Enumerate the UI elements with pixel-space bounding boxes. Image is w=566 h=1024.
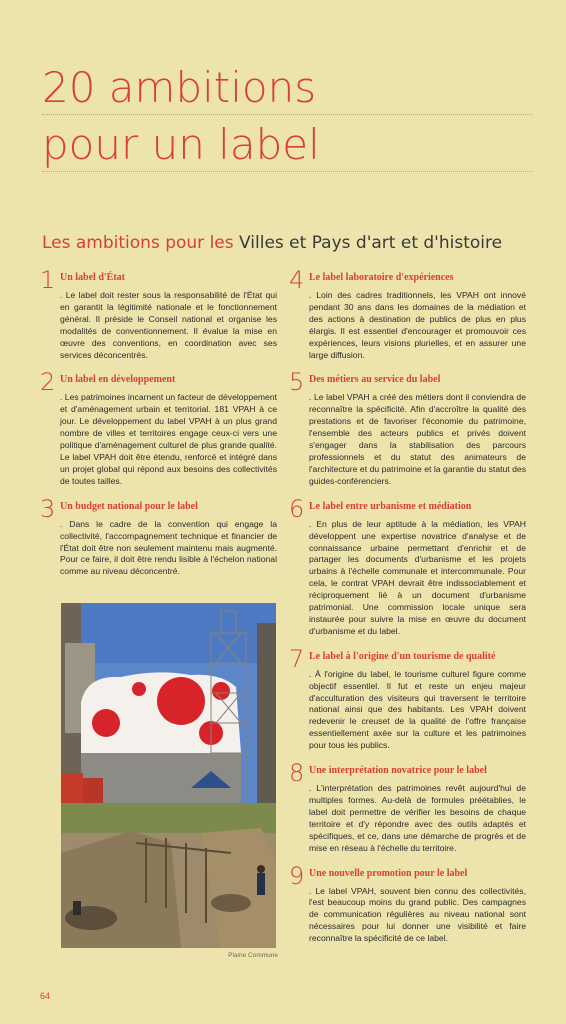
ambition-text: . L'interprétation des patrimoines revêt aujourd'hui de multiples formes. Au-delà de formules préétablies, le label doit permettre de vérifier les besoins de chaque territoire et d'y répondre avec des outils adaptés et spécifiques, et ce, dans une démarche de progrès et de mise en réseau à l'échelle du territoire. — [309, 783, 526, 853]
subtitle-prefix: Les ambitions pour les — [42, 233, 240, 253]
ambition-number: 1 — [40, 266, 56, 294]
ambition-text: . Loin des cadres traditionnels, les VPAH ont innové pendant 30 ans dans les domaines de la médiation et des actions à destination de publics de plus en plus élargis. Il est essentiel d'encourager et promouvoir ces expériences, leurs visions plurielles, et en assurer une large diffusion. — [309, 290, 526, 360]
ambition-text: . À l'origine du label, le tourisme culturel figure comme objectif essentiel. Il fut et reste un enjeu majeur d'acculturation des visiteurs qui traversent le territoire national ainsi que des habitants. Les VPAH doivent redevenir le creuset de la qualité de l'offre française essentiellement axée sur la culture et les patrimoines pour tous les publics. — [309, 668, 526, 751]
ambition-text: . Le label doit rester sous la responsabilité de l'État qui en garantit la légitimité nationale et le fonctionnement général. Il préside le Conseil national et organise les modalités de conventionnement. Il évalue la mise en œuvre des conventions, en coordination avec ses services déconcentrés. — [60, 290, 277, 360]
ambition-item-4 — [289, 266, 526, 361]
title-line-1: 20 ambitions — [42, 64, 532, 115]
ambition-item-5 — [289, 368, 526, 487]
ambition-item-6 — [289, 494, 526, 638]
page-number: 64 — [40, 991, 51, 1001]
site-photo — [61, 603, 276, 948]
right-column — [289, 266, 526, 958]
photo-illustration — [61, 603, 276, 948]
page-title — [42, 64, 532, 172]
ambition-title: Le label entre urbanisme et médiation — [309, 500, 472, 512]
ambition-text: . Les patrimoines incarnent un facteur de développement et d'aménagement urbain et territorial. 181 VPAH à ce jour. Le développement du label VPAH à un plus grand nombre de villes et territoires engage ceux-ci vers une politique d'aménagement culturel de plus grande qualité. Le label VPAH doit être étendu, renforcé et intégré dans un projet global qui répond aux besoins des collectivités de toutes tailles. — [60, 392, 277, 486]
ambition-number: 9 — [289, 861, 305, 890]
ambition-item-8 — [289, 759, 526, 854]
ambition-number: 6 — [289, 494, 305, 523]
ambition-title: Un budget national pour le label — [60, 500, 198, 512]
ambition-item-2 — [40, 368, 277, 487]
ambition-item-3 — [40, 494, 277, 579]
photo-caption: Plaine Commune — [228, 952, 278, 959]
ambition-number: 3 — [40, 494, 56, 523]
ambition-title: Un label en développement — [60, 374, 176, 386]
ambition-item-9 — [289, 861, 526, 946]
title-line-2: pour un label — [42, 121, 532, 172]
ambition-text: . Le label VPAH, souvent bien connu des collectivités, l'est beaucoup moins du grand public. Des campagnes de communication régulières au niveau national sont nécessaires pour lui donner une visibilité et faire reconnaître la spécificité de ce label. — [309, 885, 526, 944]
subtitle-emphasis: Villes et Pays d'art et d'histoire — [239, 233, 503, 253]
ambition-number: 5 — [289, 368, 305, 397]
ambition-text: . En plus de leur aptitude à la médiation, les VPAH développent une expertise novatrice d'analyse et de connaissance urbaine permettant d'enrichir et de partager les documents d'urbanisme et les projets urbains à l'échelle communale et intercommunale. Pour cela, le contrat VPAH devrait être indissociablement et réciproquement lié à un document d'urbanisme patrimonial. Une commission locale unique sera instaurée pour suivre la mise en œuvre du document d'urbanisme et du label. — [309, 518, 526, 636]
ambition-title: Un label d'État — [60, 272, 126, 283]
ambition-number: 4 — [289, 266, 305, 294]
ambition-number: 8 — [289, 759, 305, 788]
left-column — [40, 266, 277, 591]
ambition-item-1 — [40, 266, 277, 361]
ambition-title: Des métiers au service du label — [309, 374, 441, 386]
ambition-title: Une interprétation novatrice pour le label — [309, 765, 487, 777]
ambition-title: Le label laboratoire d'expériences — [309, 272, 454, 283]
section-subtitle — [42, 233, 542, 253]
ambition-title: Une nouvelle promotion pour le label — [309, 867, 468, 879]
ambition-text: . Dans le cadre de la convention qui engage la collectivité, l'accompagnement technique et financier de l'État doit être non seulement maintenu mais augmenté. Pour ce faire, il doit être rendu lisible à l'échelon national comme au niveau déconcentré. — [60, 518, 277, 577]
ambition-item-7 — [289, 644, 526, 752]
ambition-number: 2 — [40, 368, 56, 397]
ambition-title: Le label à l'origine d'un tourisme de qualité — [309, 650, 496, 662]
ambition-number: 7 — [289, 644, 305, 673]
ambition-text: . Le label VPAH a créé des métiers dont il conviendra de reconnaître la spécificité. Afin d'accroître la qualité des prestations et de favoriser l'économie du patrimoine, l'ensemble des acteurs publics et privés doivent s'engager dans la stabilisation des parcours professionnels et du statut des animateurs de l'architecture et du patrimoine et la garantie du statut des guides-conférenciers. — [309, 392, 526, 486]
